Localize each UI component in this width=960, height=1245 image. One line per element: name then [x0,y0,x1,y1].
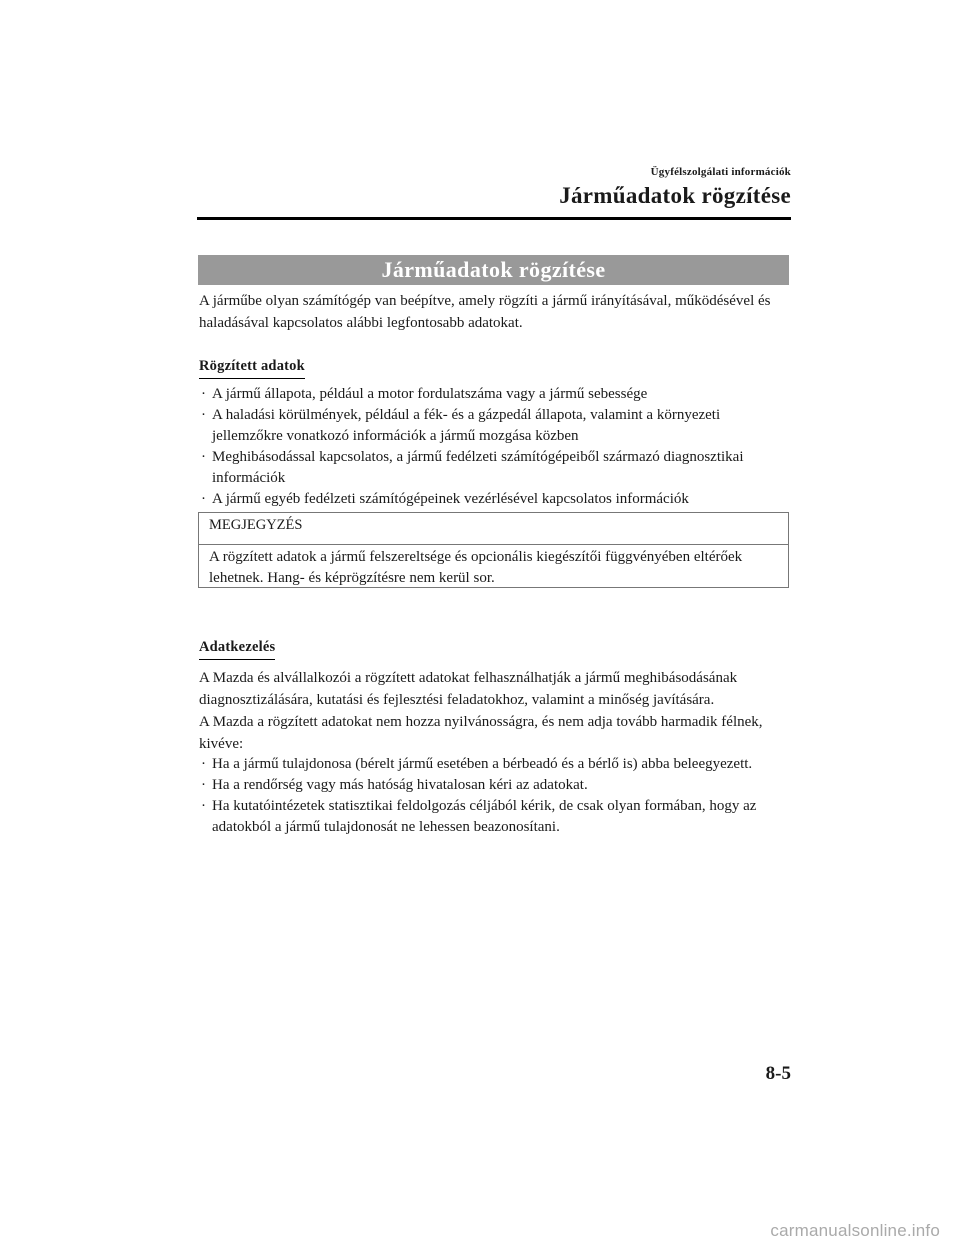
page-number: 8-5 [765,1063,791,1084]
bullet-icon: · [201,386,206,402]
recorded-data-list [199,384,794,510]
handling-list-wrap [199,754,794,838]
section-label: Ügyfélszolgálati információk [650,166,791,178]
list-item: · A jármű állapota, például a motor fordulatszáma vagy a jármű sebessége [199,384,794,405]
bullet-icon: · [201,449,206,465]
list-item: · Ha a rendőrség vagy más hatóság hivatalosan kéri az adatokat. [199,775,794,796]
data-handling-section [199,638,275,660]
bullet-icon: · [201,407,206,423]
handling-paragraph-2: A Mazda a rögzített adatokat nem hozza nyilvánosságra, és nem adja tovább harmadik félnek, kivéve: [199,714,763,752]
note-heading: MEGJEGYZÉS [209,517,303,533]
list-item: · Ha a jármű tulajdonosa (bérelt jármű esetében a bérbeadó és a bérlő is) abba beleegyezett. [199,754,794,775]
note-box [198,512,789,588]
intro-paragraph: A járműbe olyan számítógép van beépítve, amely rögzíti a jármű irányításával, működésével és haladásával kapcsolatos alábbi legfontosabb adatokat. [199,293,771,331]
bullet-icon: · [201,756,206,772]
recorded-data-heading: Rögzített adatok [199,358,305,379]
data-handling-heading: Adatkezelés [199,639,275,660]
handling-exceptions-list [199,754,794,838]
bullet-icon: · [201,777,206,793]
recorded-data-list-wrap [199,384,794,510]
bullet-icon: · [201,491,206,507]
handling-paragraph-1: A Mazda és alvállalkozói a rögzített adatokat felhasználhatják a jármű meghibásodásának diagnosztizálására, kutatási és fejlesztési feladatokhoz, valamint a minőség javítására. [199,670,738,708]
page-title-bar: Járműadatok rögzítése [198,255,789,285]
note-body: A rögzített adatok a jármű felszereltsége és opcionális kiegészítői függvényében eltérőek lehetnek. Hang- és képrögzítésre nem kerül sor. [209,549,743,586]
list-item: · A jármű egyéb fedélzeti számítógépeinek vezérlésével kapcsolatos információk [199,489,794,510]
list-item: · A haladási körülmények, például a fék- és a gázpedál állapota, valamint a környezeti jellemzőkre vonatkozó információk a jármű mozgása közben [201,407,721,444]
note-divider [199,544,788,545]
recorded-data-section [199,357,305,379]
watermark: carmanualsonline.info [770,1221,940,1240]
list-item: · Ha kutatóintézetek statisztikai feldolgozás céljából kérik, de csak olyan formában, hogy az adatokból a jármű tulajdonosát ne lehessen beazonosítani. [201,798,757,835]
header-divider [197,217,791,220]
bullet-icon: · [201,798,206,814]
list-item: · Meghibásodással kapcsolatos, a jármű fedélzeti számítógépeiből származó diagnosztikai információk [201,449,744,486]
section-title: Járműadatok rögzítése [559,183,791,208]
